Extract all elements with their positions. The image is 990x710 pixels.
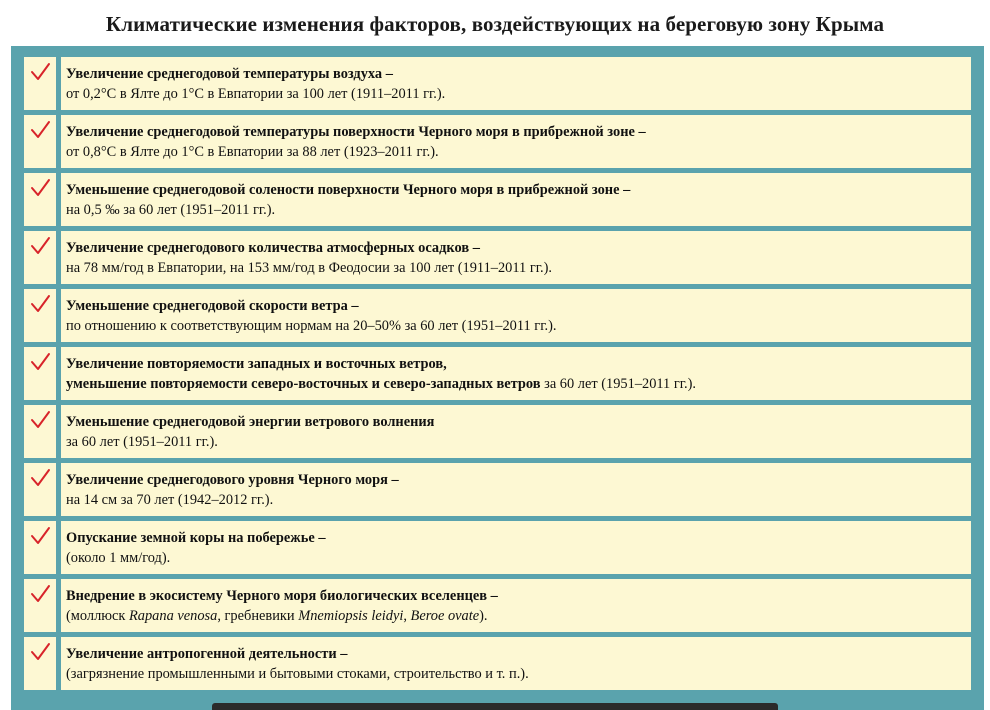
table-row [24,521,971,574]
table-row [24,637,971,690]
check-cell [24,347,56,400]
factor-detail: на 14 см за 70 лет (1942–2012 гг.). [66,492,274,508]
check-cell [24,405,56,458]
factor-heading: Увеличение антропогенной деятельности – [66,646,348,662]
check-mark-icon [29,525,51,547]
check-mark-icon [29,119,51,141]
text-cell [61,347,971,400]
viewer-toolbar-edge [212,703,778,710]
factor-heading: Уменьшение среднегодовой солености поверхности Черного моря в прибрежной зоне – [66,182,631,198]
page-title: Климатические изменения факторов, воздействующих на береговую зону Крыма [105,12,885,36]
check-mark-icon [29,641,51,663]
factor-detail [66,606,965,626]
check-cell [24,115,56,168]
table-row [24,289,971,342]
factor-heading: Внедрение в экосистему Черного моря биологических вселенцев – [66,588,498,604]
factors-table [11,46,984,710]
table-row [24,463,971,516]
check-mark-icon [29,293,51,315]
factor-heading: Опускание земной коры на побережье – [66,530,326,546]
table-row [24,405,971,458]
check-cell [24,289,56,342]
text-cell [61,521,971,574]
species-name: Mnemiopsis leidyi [298,608,404,624]
table-row [24,115,971,168]
text-cell [61,289,971,342]
text-cell [61,57,971,110]
factor-detail: на 0,5 ‰ за 60 лет (1951–2011 гг.). [66,202,276,218]
check-cell [24,231,56,284]
factor-detail: (около 1 мм/год). [66,550,171,566]
table-row [24,173,971,226]
species-name: Beroe ovate [410,608,480,624]
table-row [24,579,971,632]
detail-text: (моллюск [66,608,129,624]
factor-detail: от 0,2°С в Ялте до 1°С в Евпатории за 100 лет (1911–2011 гг.). [66,86,446,102]
detail-text: , [403,608,411,624]
table-row [24,57,971,110]
table-row [24,231,971,284]
check-cell [24,463,56,516]
factor-heading: Уменьшение среднегодовой энергии ветрового волнения [66,414,435,430]
check-cell [24,57,56,110]
check-mark-icon [29,235,51,257]
text-cell [61,579,971,632]
factor-detail: (загрязнение промышленными и бытовыми стоками, строительство и т. п.). [66,666,529,682]
factor-heading: Увеличение среднегодового уровня Черного моря – [66,472,399,488]
check-mark-icon [29,351,51,373]
factor-heading: Увеличение среднегодовой температуры воздуха – [66,66,393,82]
text-cell [61,231,971,284]
check-cell [24,173,56,226]
check-mark-icon [29,583,51,605]
factor-detail: по отношению к соответствующим нормам на 20–50% за 60 лет (1951–2011 гг.). [66,318,557,334]
detail-text: ). [479,608,488,624]
factor-detail: за 60 лет (1951–2011 гг.). [66,434,218,450]
text-cell [61,405,971,458]
table-row [24,347,971,400]
check-cell [24,579,56,632]
text-cell [61,637,971,690]
check-mark-icon [29,61,51,83]
factor-heading: Увеличение среднегодового количества атмосферных осадков – [66,240,480,256]
check-cell [24,521,56,574]
factor-heading: Уменьшение среднегодовой скорости ветра – [66,298,359,314]
check-cell [24,637,56,690]
factor-heading: Увеличение повторяемости западных и восточных ветров, [66,356,447,372]
factor-detail: на 78 мм/год в Евпатории, на 153 мм/год в Феодосии за 100 лет (1911–2011 гг.). [66,260,552,276]
check-mark-icon [29,177,51,199]
factor-detail: от 0,8°С в Ялте до 1°С в Евпатории за 88 лет (1923–2011 гг.). [66,144,439,160]
factor-heading: Увеличение среднегодовой температуры поверхности Черного моря в прибрежной зоне – [66,124,646,140]
factor-detail-period: за 60 лет (1951–2011 гг.). [540,376,697,392]
text-cell [61,463,971,516]
check-mark-icon [29,409,51,431]
factor-detail-bold: уменьшение повторяемости северо-восточных и северо-западных ветров [66,376,541,392]
detail-text: , гребневики [217,608,299,624]
text-cell [61,173,971,226]
factor-detail [66,374,965,394]
check-mark-icon [29,467,51,489]
text-cell [61,115,971,168]
species-name: Rapana venosa [129,608,218,624]
